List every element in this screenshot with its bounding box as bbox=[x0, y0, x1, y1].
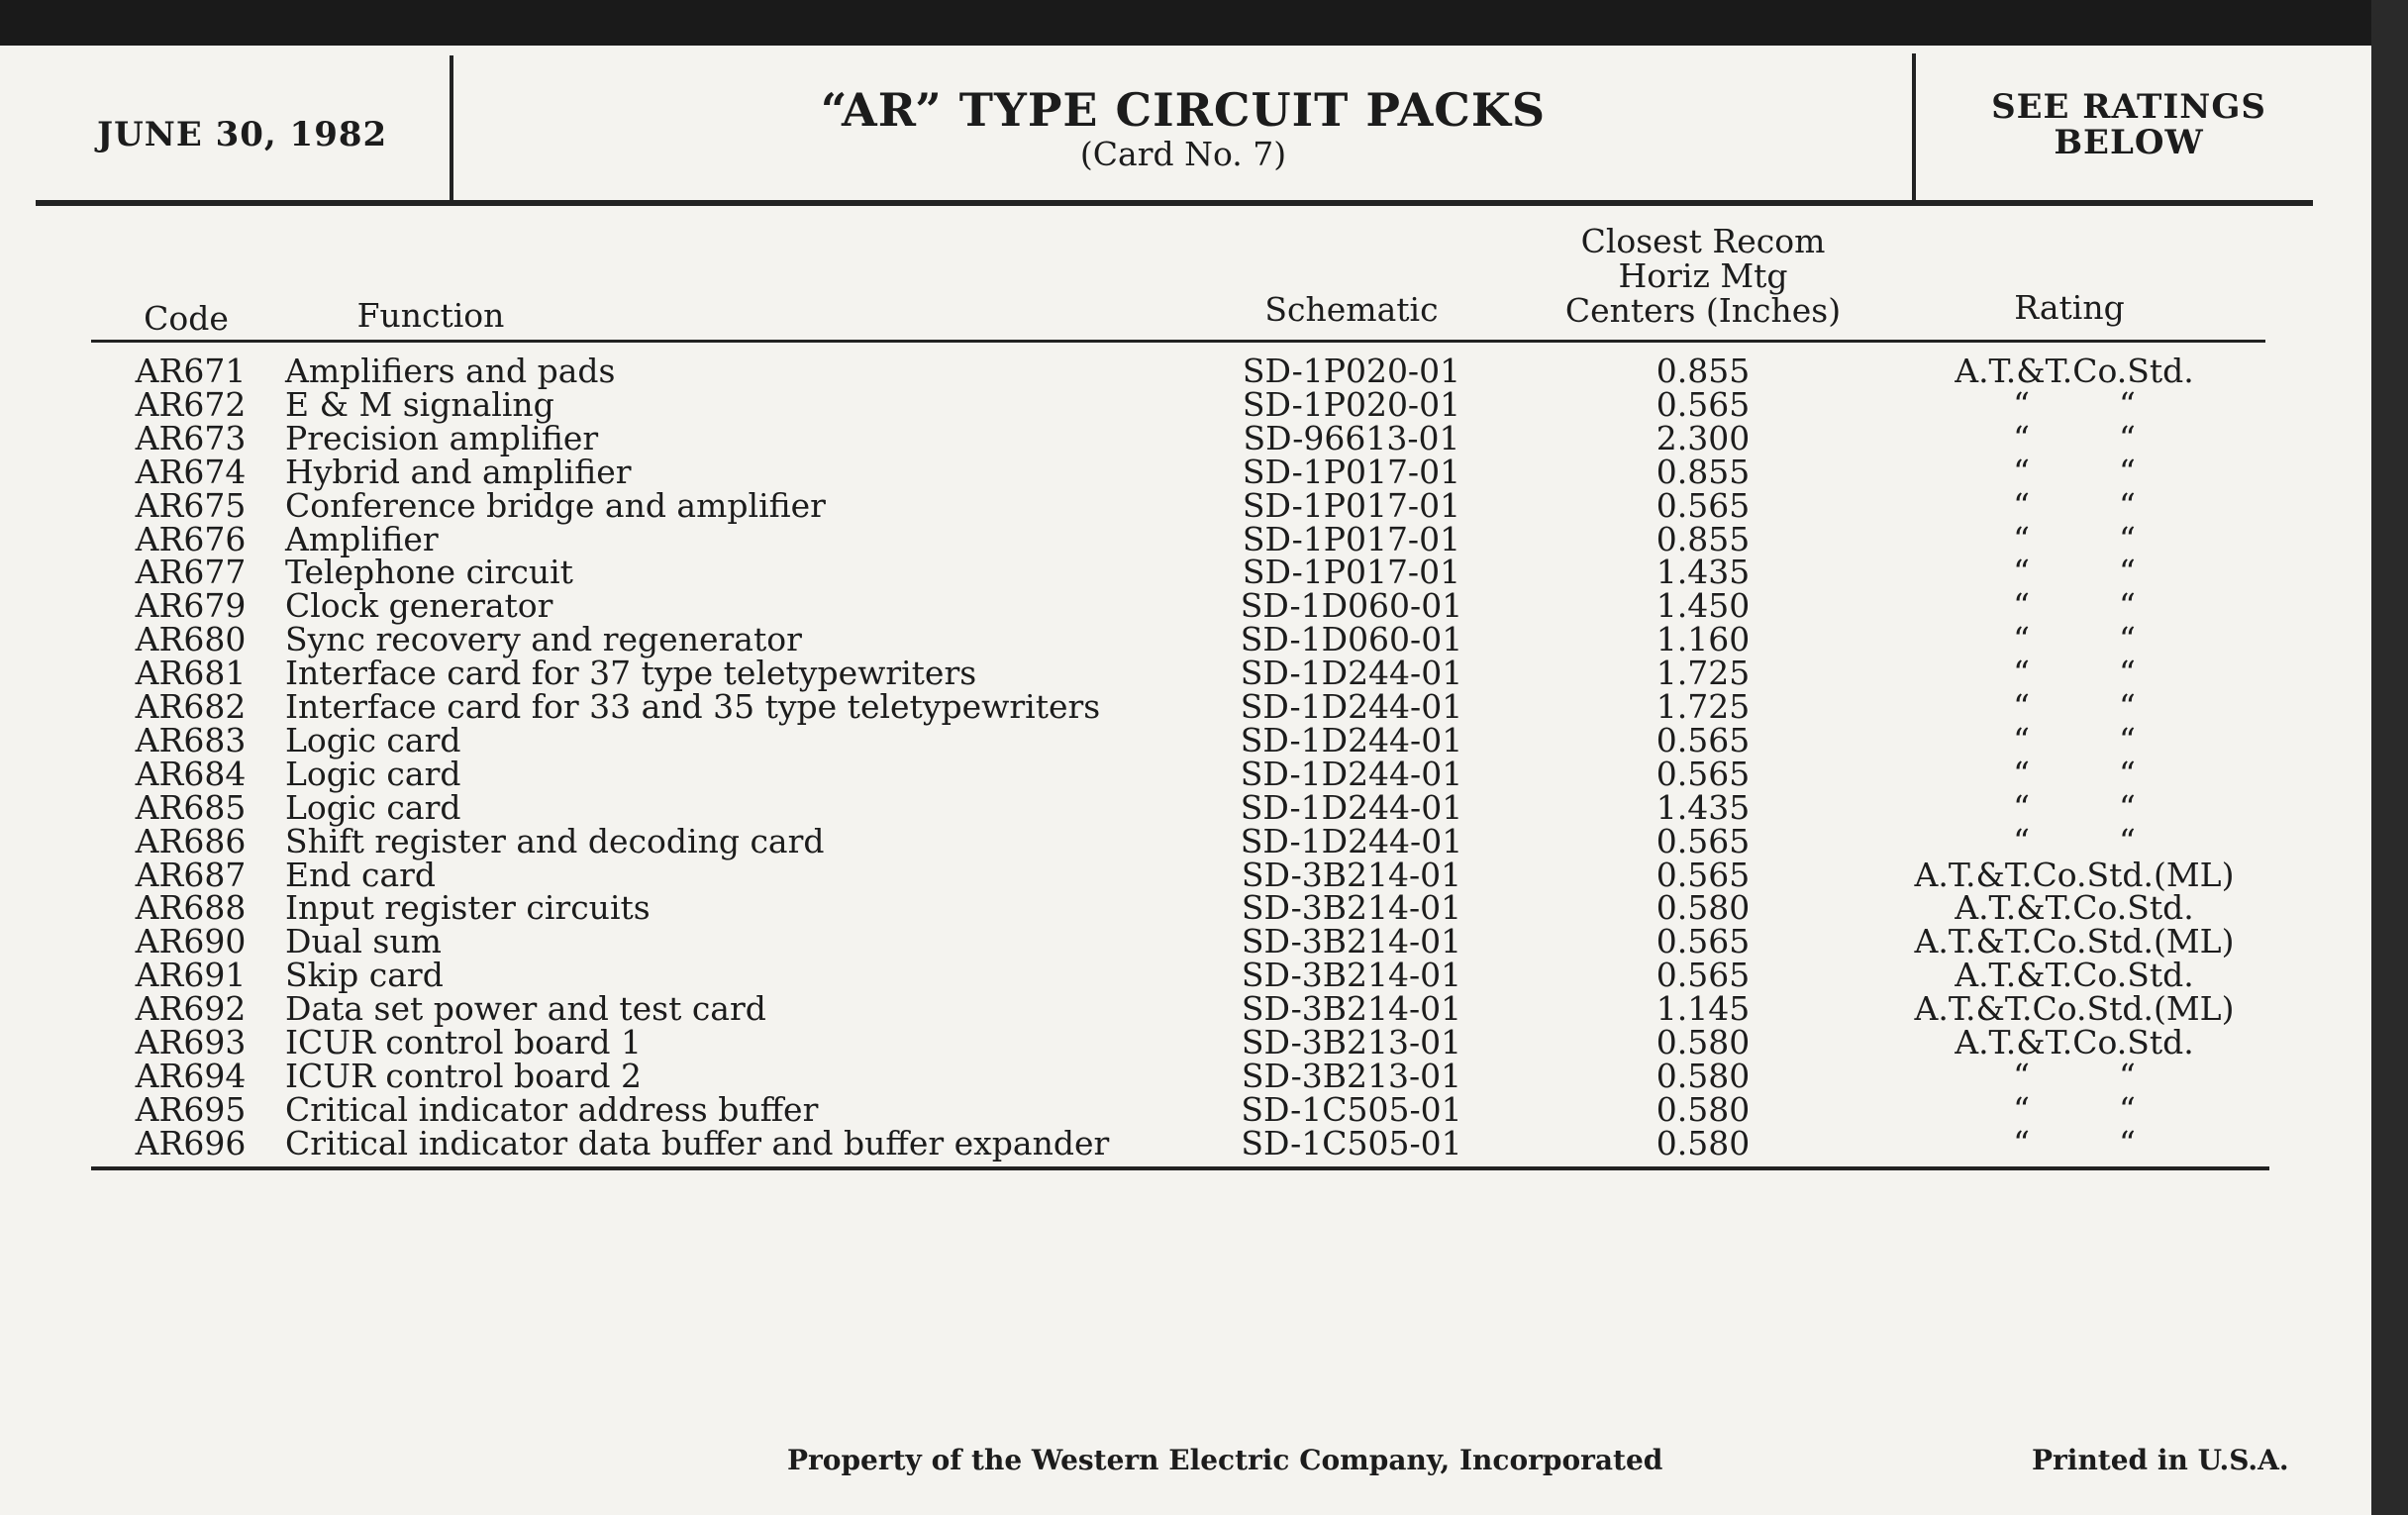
row-function: Skip card bbox=[285, 956, 444, 994]
col-header-schematic: Schematic bbox=[1264, 290, 1439, 329]
row-rating-ditto bbox=[1861, 721, 2287, 759]
row-code: AR696 bbox=[135, 1124, 247, 1162]
ditto-mark: “ bbox=[2013, 486, 2030, 525]
row-function: Telephone circuit bbox=[285, 553, 573, 591]
col-header-centers bbox=[1525, 224, 1881, 328]
col-header-centers-line2: Horiz Mtg bbox=[1618, 256, 1788, 295]
row-centers: 0.565 bbox=[1656, 385, 1751, 424]
row-code: AR685 bbox=[135, 788, 247, 827]
row-function: Interface card for 37 type teletypewriters bbox=[285, 654, 977, 692]
ditto-mark: “ bbox=[2119, 1090, 2136, 1129]
row-rating: A.T.&T.Co.Std. bbox=[1955, 352, 2194, 390]
row-schematic: SD-3B214-01 bbox=[1241, 922, 1462, 960]
ditto-mark: “ bbox=[2119, 654, 2136, 692]
row-centers: 1.450 bbox=[1656, 586, 1751, 625]
row-centers: 0.580 bbox=[1656, 1057, 1751, 1095]
row-centers: 0.855 bbox=[1656, 520, 1751, 558]
row-centers: 2.300 bbox=[1656, 419, 1751, 457]
row-centers: 0.565 bbox=[1656, 956, 1751, 994]
footer-property: Property of the Western Electric Company, Incorporated bbox=[787, 1444, 1663, 1476]
row-schematic: SD-1C505-01 bbox=[1241, 1124, 1462, 1162]
row-centers: 0.855 bbox=[1656, 352, 1751, 390]
ditto-mark: “ bbox=[2013, 453, 2030, 491]
ditto-mark: “ bbox=[2119, 553, 2136, 591]
row-schematic: SD-1P020-01 bbox=[1242, 352, 1461, 390]
row-code: AR681 bbox=[135, 654, 247, 692]
row-function: ICUR control board 2 bbox=[285, 1057, 643, 1095]
row-rating-ditto bbox=[1861, 1124, 2287, 1162]
row-centers: 0.565 bbox=[1656, 721, 1751, 759]
row-function: Critical indicator address buffer bbox=[285, 1090, 819, 1129]
row-code: AR675 bbox=[135, 486, 247, 525]
ditto-mark: “ bbox=[2119, 620, 2136, 658]
row-rating-ditto bbox=[1861, 1057, 2287, 1095]
row-function: End card bbox=[285, 856, 437, 894]
row-centers: 0.565 bbox=[1656, 486, 1751, 525]
row-code: AR674 bbox=[135, 453, 247, 491]
ditto-marks bbox=[1861, 721, 2287, 759]
row-centers: 1.435 bbox=[1656, 788, 1751, 827]
row-function: Clock generator bbox=[285, 586, 553, 625]
header-rule bbox=[36, 200, 2313, 206]
row-code: AR682 bbox=[135, 687, 247, 726]
ratings-note-line1: SEE RATINGS bbox=[1991, 87, 2266, 127]
row-function: Hybrid and amplifier bbox=[285, 453, 632, 491]
row-centers: 1.160 bbox=[1656, 620, 1751, 658]
row-schematic: SD-3B213-01 bbox=[1241, 1023, 1462, 1061]
row-function: Logic card bbox=[285, 721, 461, 759]
ditto-marks bbox=[1861, 755, 2287, 793]
row-function: Amplifiers and pads bbox=[285, 352, 616, 390]
row-code: AR695 bbox=[135, 1090, 247, 1129]
row-centers: 0.580 bbox=[1656, 888, 1751, 927]
col-header-centers-line1: Closest Recom bbox=[1580, 222, 1826, 260]
row-code: AR683 bbox=[135, 721, 247, 759]
ditto-mark: “ bbox=[2013, 1124, 2030, 1162]
ditto-mark: “ bbox=[2119, 721, 2136, 759]
row-rating: A.T.&T.Co.Std. bbox=[1955, 888, 2194, 927]
row-schematic: SD-1D244-01 bbox=[1240, 755, 1463, 793]
row-centers: 1.725 bbox=[1656, 687, 1751, 726]
row-centers: 1.725 bbox=[1656, 654, 1751, 692]
ditto-mark: “ bbox=[2119, 520, 2136, 558]
row-schematic: SD-1D244-01 bbox=[1240, 721, 1463, 759]
ditto-marks bbox=[1861, 656, 2287, 690]
row-rating-ditto bbox=[1861, 419, 2287, 457]
row-schematic: SD-1P017-01 bbox=[1242, 520, 1461, 558]
ditto-mark: “ bbox=[2119, 1057, 2136, 1095]
ditto-marks bbox=[1861, 1090, 2287, 1129]
row-rating-ditto bbox=[1861, 385, 2287, 424]
ditto-marks bbox=[1861, 620, 2287, 658]
row-centers: 0.565 bbox=[1656, 856, 1751, 894]
row-function: Sync recovery and regenerator bbox=[285, 620, 802, 658]
col-header-rating: Rating bbox=[2014, 288, 2125, 327]
row-centers: 1.435 bbox=[1656, 553, 1751, 591]
row-function: Shift register and decoding card bbox=[285, 822, 825, 860]
row-code: AR680 bbox=[135, 620, 247, 658]
ditto-marks bbox=[1861, 486, 2287, 525]
row-code: AR677 bbox=[135, 553, 247, 591]
footer-printed: Printed in U.S.A. bbox=[2032, 1444, 2289, 1476]
row-rating-ditto bbox=[1861, 755, 2287, 793]
row-centers: 0.855 bbox=[1656, 453, 1751, 491]
row-schematic: SD-3B214-01 bbox=[1241, 888, 1462, 927]
row-rating-ditto bbox=[1861, 620, 2287, 658]
row-rating: A.T.&T.Co.Std. bbox=[1955, 956, 2194, 994]
row-schematic: SD-1P017-01 bbox=[1242, 453, 1461, 491]
ditto-mark: “ bbox=[2119, 586, 2136, 625]
ditto-mark: “ bbox=[2119, 453, 2136, 491]
ditto-mark: “ bbox=[2119, 385, 2136, 424]
card-date: JUNE 30, 1982 bbox=[97, 115, 388, 154]
row-centers: 0.565 bbox=[1656, 822, 1751, 860]
header-divider-left bbox=[450, 55, 453, 200]
row-schematic: SD-1P017-01 bbox=[1242, 486, 1461, 525]
row-function: Precision amplifier bbox=[285, 419, 599, 457]
ditto-marks bbox=[1861, 385, 2287, 424]
ditto-mark: “ bbox=[2013, 788, 2030, 827]
ditto-marks bbox=[1861, 419, 2287, 457]
row-rating-ditto bbox=[1861, 486, 2287, 525]
row-centers: 1.145 bbox=[1656, 989, 1751, 1028]
row-centers: 0.580 bbox=[1656, 1124, 1751, 1162]
ditto-marks bbox=[1861, 520, 2287, 558]
ditto-mark: “ bbox=[2013, 553, 2030, 591]
row-code: AR692 bbox=[135, 989, 247, 1028]
row-rating: A.T.&T.Co.Std. bbox=[1955, 1023, 2194, 1061]
ditto-mark: “ bbox=[2013, 520, 2030, 558]
table-bottom-rule bbox=[91, 1166, 2269, 1170]
row-schematic: SD-1P017-01 bbox=[1242, 553, 1461, 591]
row-rating: A.T.&T.Co.Std.(ML) bbox=[1914, 922, 2235, 960]
row-code: AR672 bbox=[135, 385, 247, 424]
row-code: AR679 bbox=[135, 586, 247, 625]
col-header-code: Code bbox=[144, 299, 229, 338]
row-centers: 0.580 bbox=[1656, 1090, 1751, 1129]
ditto-mark: “ bbox=[2013, 1090, 2030, 1129]
row-centers: 0.580 bbox=[1656, 1023, 1751, 1061]
row-code: AR671 bbox=[135, 352, 247, 390]
row-function: Amplifier bbox=[285, 520, 439, 558]
ditto-mark: “ bbox=[2013, 822, 2030, 860]
row-rating-ditto bbox=[1861, 788, 2287, 827]
ditto-marks bbox=[1861, 553, 2287, 591]
row-schematic: SD-3B213-01 bbox=[1241, 1057, 1462, 1095]
row-function: Input register circuits bbox=[285, 888, 651, 927]
ditto-mark: “ bbox=[2013, 721, 2030, 759]
row-schematic: SD-1D244-01 bbox=[1240, 822, 1463, 860]
row-function: Critical indicator data buffer and buffer expander bbox=[285, 1124, 1110, 1162]
col-header-function: Function bbox=[356, 296, 505, 335]
row-rating-ditto bbox=[1861, 1090, 2287, 1129]
row-function: Dual sum bbox=[285, 922, 442, 960]
row-schematic: SD-1D244-01 bbox=[1240, 654, 1463, 692]
row-code: AR687 bbox=[135, 856, 247, 894]
row-code: AR693 bbox=[135, 1023, 247, 1061]
row-rating-ditto bbox=[1861, 520, 2287, 558]
row-code: AR688 bbox=[135, 888, 247, 927]
row-code: AR676 bbox=[135, 520, 247, 558]
ditto-marks bbox=[1861, 586, 2287, 625]
ditto-marks bbox=[1861, 455, 2287, 489]
ditto-mark: “ bbox=[2013, 755, 2030, 793]
ditto-mark: “ bbox=[2119, 822, 2136, 860]
row-schematic: SD-1D244-01 bbox=[1240, 687, 1463, 726]
ditto-marks bbox=[1861, 822, 2287, 860]
ditto-mark: “ bbox=[2119, 419, 2136, 457]
ditto-mark: “ bbox=[2013, 586, 2030, 625]
row-function: Data set power and test card bbox=[285, 989, 766, 1028]
card-title: “AR” TYPE CIRCUIT PACKS bbox=[820, 83, 1547, 137]
row-schematic: SD-3B214-01 bbox=[1241, 856, 1462, 894]
row-code: AR673 bbox=[135, 419, 247, 457]
ratings-note bbox=[1916, 89, 2342, 160]
ditto-mark: “ bbox=[2119, 755, 2136, 793]
ditto-marks bbox=[1861, 687, 2287, 726]
row-centers: 0.565 bbox=[1656, 922, 1751, 960]
row-schematic: SD-3B214-01 bbox=[1241, 989, 1462, 1028]
table-header-rule bbox=[91, 340, 2265, 343]
row-function: Logic card bbox=[285, 755, 461, 793]
row-rating-ditto bbox=[1861, 586, 2287, 625]
row-schematic: SD-3B214-01 bbox=[1241, 956, 1462, 994]
row-schematic: SD-1D060-01 bbox=[1240, 620, 1463, 658]
row-function: Conference bridge and amplifier bbox=[285, 486, 826, 525]
row-function: Logic card bbox=[285, 788, 461, 827]
ditto-mark: “ bbox=[2013, 385, 2030, 424]
row-schematic: SD-1P020-01 bbox=[1242, 385, 1461, 424]
row-code: AR694 bbox=[135, 1057, 247, 1095]
ditto-mark: “ bbox=[2013, 419, 2030, 457]
scan-edge-shadow bbox=[2371, 0, 2408, 1515]
document-card bbox=[0, 46, 2371, 1515]
ratings-note-line2: BELOW bbox=[2054, 123, 2204, 162]
row-rating: A.T.&T.Co.Std.(ML) bbox=[1914, 856, 2235, 894]
row-rating-ditto bbox=[1861, 687, 2287, 726]
ditto-mark: “ bbox=[2013, 687, 2030, 726]
row-code: AR691 bbox=[135, 956, 247, 994]
ditto-mark: “ bbox=[2119, 788, 2136, 827]
ditto-mark: “ bbox=[2013, 654, 2030, 692]
row-function: Interface card for 33 and 35 type teletypewriters bbox=[285, 687, 1101, 726]
ditto-mark: “ bbox=[2119, 687, 2136, 726]
row-code: AR690 bbox=[135, 922, 247, 960]
row-code: AR684 bbox=[135, 755, 247, 793]
row-rating-ditto bbox=[1861, 656, 2287, 690]
ditto-marks bbox=[1861, 1057, 2287, 1095]
row-rating-ditto bbox=[1861, 455, 2287, 489]
row-schematic: SD-1D244-01 bbox=[1240, 788, 1463, 827]
ditto-marks bbox=[1861, 1124, 2287, 1162]
ditto-marks bbox=[1861, 788, 2287, 827]
row-rating: A.T.&T.Co.Std.(ML) bbox=[1914, 989, 2235, 1028]
row-schematic: SD-96613-01 bbox=[1243, 419, 1460, 457]
ditto-mark: “ bbox=[2013, 620, 2030, 658]
row-rating-ditto bbox=[1861, 822, 2287, 860]
ditto-mark: “ bbox=[2119, 486, 2136, 525]
row-schematic: SD-1D060-01 bbox=[1240, 586, 1463, 625]
card-subtitle: (Card No. 7) bbox=[1079, 135, 1287, 173]
ditto-mark: “ bbox=[2013, 1057, 2030, 1095]
col-header-centers-line3: Centers (Inches) bbox=[1564, 291, 1842, 330]
row-centers: 0.565 bbox=[1656, 755, 1751, 793]
row-code: AR686 bbox=[135, 822, 247, 860]
row-function: E & M signaling bbox=[285, 385, 554, 424]
row-schematic: SD-1C505-01 bbox=[1241, 1090, 1462, 1129]
ditto-mark: “ bbox=[2119, 1124, 2136, 1162]
row-function: ICUR control board 1 bbox=[285, 1023, 643, 1061]
row-rating-ditto bbox=[1861, 553, 2287, 591]
